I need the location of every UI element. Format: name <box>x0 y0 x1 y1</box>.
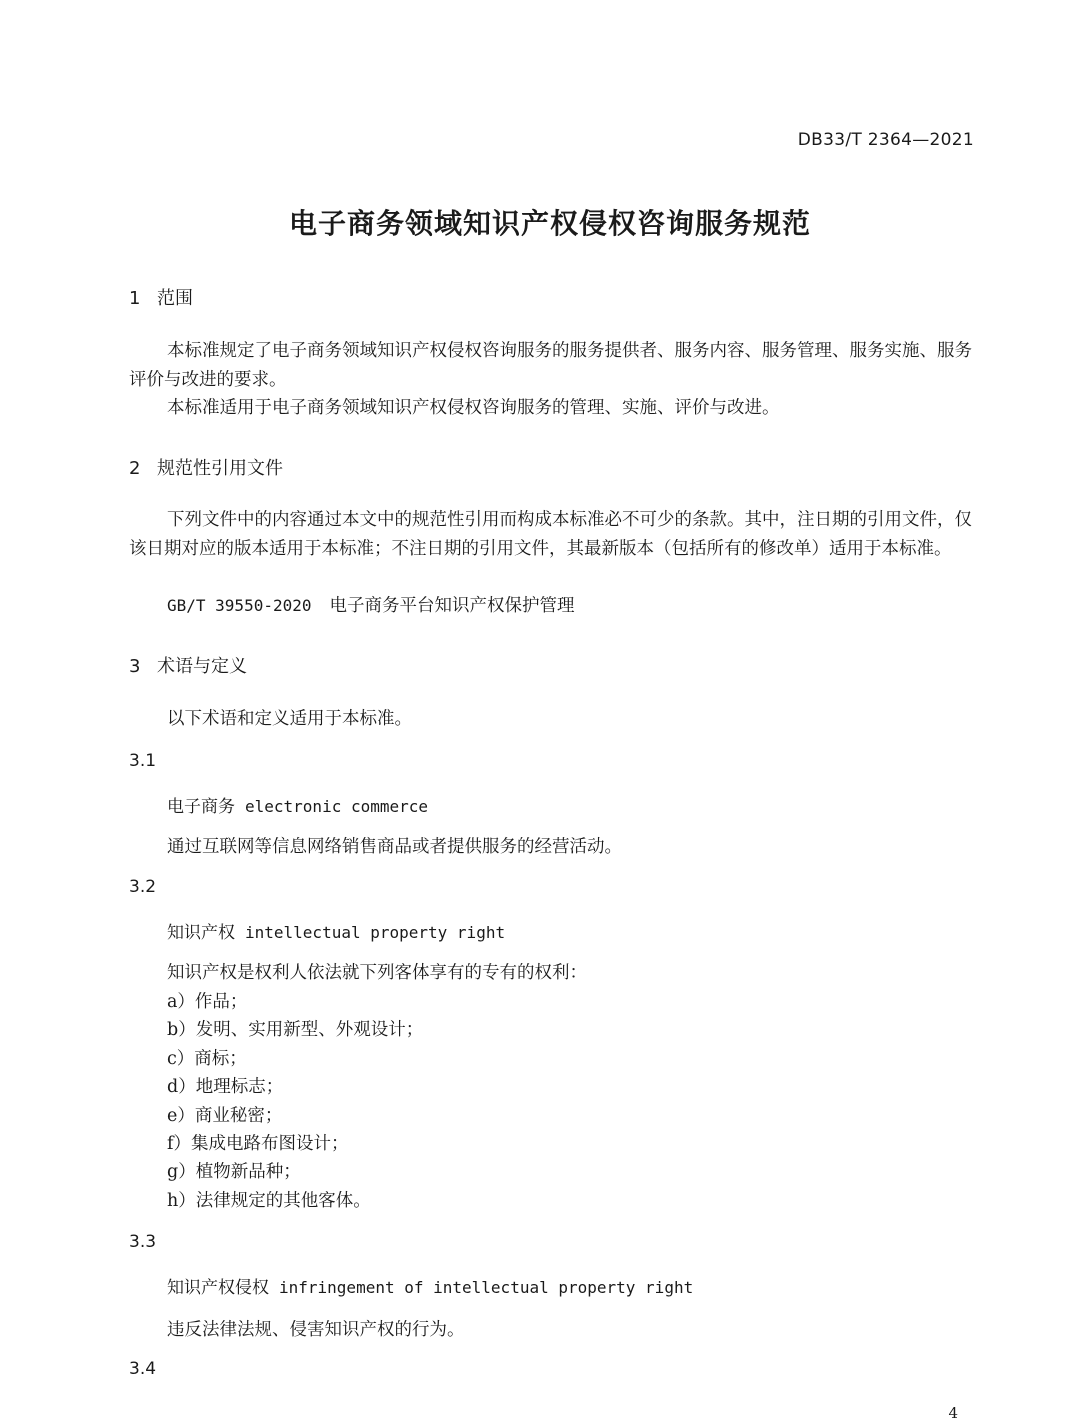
section-3-intro: 以下术语和定义适用于本标准。 <box>167 709 412 729</box>
term-english: intellectual property right <box>245 923 506 942</box>
term-chinese: 电子商务 <box>167 797 235 817</box>
section-2-heading <box>129 454 283 480</box>
list-item: d）地理标志； <box>167 1077 284 1097</box>
term-3-3 <box>167 1273 693 1298</box>
section-title: 范围 <box>157 288 193 309</box>
term-3-1 <box>167 792 428 817</box>
section-3-heading <box>129 652 247 678</box>
term-3-1-number: 3.1 <box>129 751 157 771</box>
normative-reference <box>167 592 575 617</box>
term-3-1-definition: 通过互联网等信息网络销售商品或者提供服务的经营活动。 <box>167 837 622 857</box>
list-item: e）商业秘密； <box>167 1106 283 1126</box>
section-2-paragraph-1: 下列文件中的内容通过本文中的规范性引用而构成本标准必不可少的条款。其中，注日期的引用文件，仅该日期对应的版本适用于本标准；不注日期的引用文件，其最新版本（包括所有的修改单）适用于本标准。 <box>129 510 972 559</box>
section-title: 术语与定义 <box>157 656 247 677</box>
section-1-paragraph-1: 本标准规定了电子商务领域知识产权侵权咨询服务的服务提供者、服务内容、服务管理、服务实施、服务评价与改进的要求。 <box>129 341 972 390</box>
list-item: f）集成电路布图设计； <box>167 1134 349 1154</box>
section-number: 2 <box>129 458 141 479</box>
list-item: h）法律规定的其他客体。 <box>167 1191 371 1211</box>
term-3-3-number: 3.3 <box>129 1232 157 1252</box>
reference-code: GB/T 39550-2020 <box>167 596 312 615</box>
term-3-2-number: 3.2 <box>129 877 157 897</box>
section-1-heading <box>129 284 193 310</box>
list-item: g）植物新品种； <box>167 1162 301 1182</box>
section-1-paragraph-2: 本标准适用于电子商务领域知识产权侵权咨询服务的管理、实施、评价与改进。 <box>167 398 780 418</box>
term-english: infringement of intellectual property right <box>279 1278 694 1297</box>
section-number: 3 <box>129 656 141 677</box>
term-3-2 <box>167 918 505 943</box>
term-3-2-definition: 知识产权是权利人依法就下列客体享有的专有的权利： <box>167 963 587 983</box>
term-chinese: 知识产权 <box>167 923 235 943</box>
term-3-4-number: 3.4 <box>129 1359 157 1379</box>
section-number: 1 <box>129 288 141 309</box>
list-item: c）商标； <box>167 1049 247 1069</box>
term-english: electronic commerce <box>245 797 429 816</box>
reference-title: 电子商务平台知识产权保护管理 <box>329 596 575 616</box>
document-code: DB33/T 2364—2021 <box>797 130 974 150</box>
term-chinese: 知识产权侵权 <box>167 1278 269 1298</box>
list-item: a）作品； <box>167 992 248 1012</box>
term-3-3-definition: 违反法律法规、侵害知识产权的行为。 <box>167 1320 465 1340</box>
list-item: b）发明、实用新型、外观设计； <box>167 1020 424 1040</box>
section-title: 规范性引用文件 <box>157 458 283 479</box>
page-title: 电子商务领域知识产权侵权咨询服务规范 <box>288 207 811 240</box>
page-number: 4 <box>948 1404 958 1422</box>
